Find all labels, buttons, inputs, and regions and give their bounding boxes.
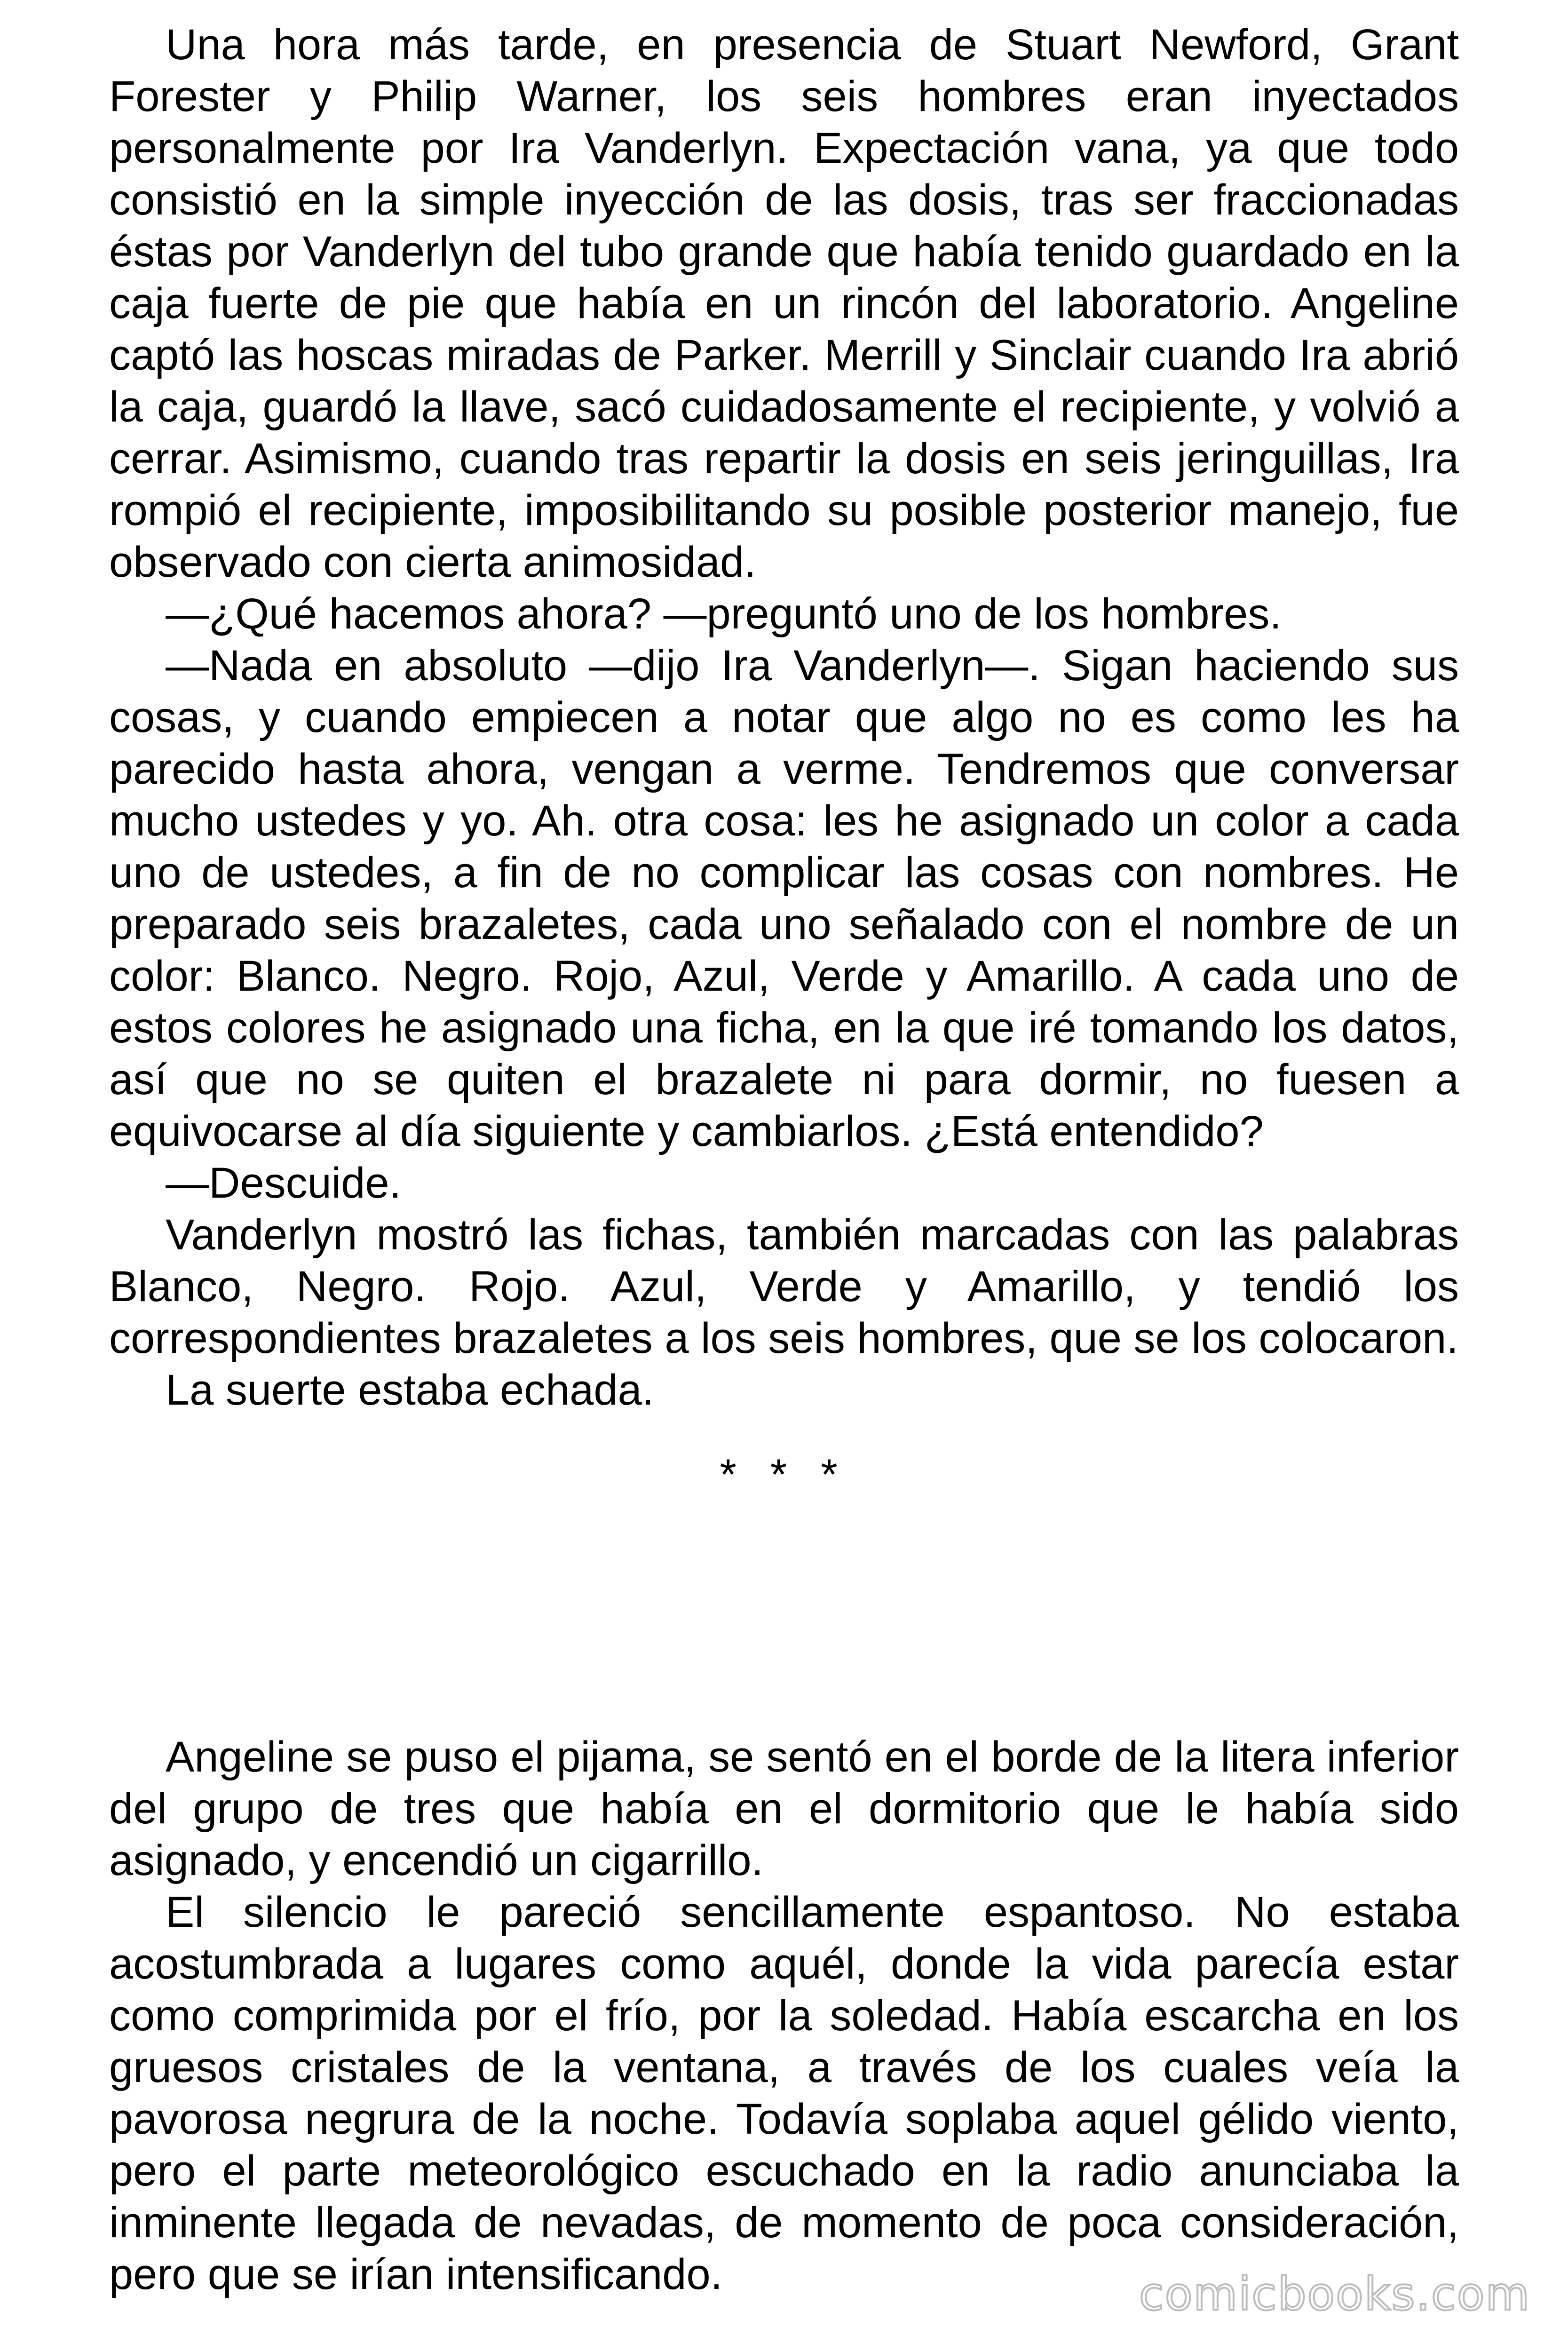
paragraph-descuide: —Descuide. [166,1159,402,1207]
paragraph-pregunta: —¿Qué hacemos ahora? —preguntó uno de los hombres. [166,590,1282,638]
paragraph-fichas: Vanderlyn mostró las fichas, también marcadas con las palabras Blanco, Negro. Rojo. Azul, Verde y Amarillo, y tendió los correspondientes brazaletes a los seis hombres, que se los colocaron. [109,1211,1459,1362]
paragraph-respuesta-vanderlyn: —Nada en absoluto —dijo Ira Vanderlyn—. Sigan haciendo sus cosas, y cuando empiecen a notar que algo no es como les ha parecido hasta ahora, vengan a verme. Tendremos que conversar mucho ustedes y yo. Ah. otra cosa: les he asignado un color a cada uno de ustedes, a fin de no complicar las cosas con nombres. He preparado seis brazaletes, cada uno señalado con el nombre de un color: Blanco. Negro. Rojo, Azul, Verde y Amarillo. A cada uno de estos colores he asignado una ficha, en la que iré tomando los datos, así que no se quiten el brazalete ni para dormir, no fuesen a equivocarse al día siguiente y cambiarlos. ¿Está entendido? [109,642,1459,1155]
watermark-logo: comicbooks.com [1139,2268,1530,2320]
section-separator: * * * [720,1451,848,1499]
paragraph-suerte: La suerte estaba echada. [166,1366,654,1414]
paragraph-inyeccion: Una hora más tarde, en presencia de Stuart Newford, Grant Forester y Philip Warner, los seis hombres eran inyectados personalmente por Ira Vanderlyn. Expectación vana, ya que todo consistió en la simple inyección de las dosis, tras ser fraccionadas éstas por Vanderlyn del tubo grande que había tenido guardado en la caja fuerte de pie que había en un rincón del laboratorio. Angeline captó las hoscas miradas de Parker. Merrill y Sinclair cuando Ira abrió la caja, guardó la llave, sacó cuidadosamente el recipiente, y volvió a cerrar. Asimismo, cuando tras repartir la dosis en seis jeringuillas, Ira rompió el recipiente, imposibilitando su posible posterior manejo, fue observado con cierta animosidad. [109,21,1459,586]
section-gap [109,1501,1459,1731]
paragraph-angeline-pijama: Angeline se puso el pijama, se sentó en el borde de la litera inferior del grupo de tres que había en el dormitorio que le había sido asignado, y encendió un cigarrillo. [109,1733,1459,1884]
paragraph-silencio: El silencio le pareció sencillamente espantoso. No estaba acostumbrada a lugares como aquél, donde la vida parecía estar como comprimida por el frío, por la soledad. Había escarcha en los gruesos cristales de la ventana, a través de los cuales veía la pavorosa negrura de la noche. Todavía soplaba aquel gélido viento, pero el parte meteorológico escuchado en la radio anunciaba la inminente llegada de nevadas, de momento de poca consideración, pero que se irían intensificando. [109,1888,1459,2298]
document-page [109,19,1459,2300]
